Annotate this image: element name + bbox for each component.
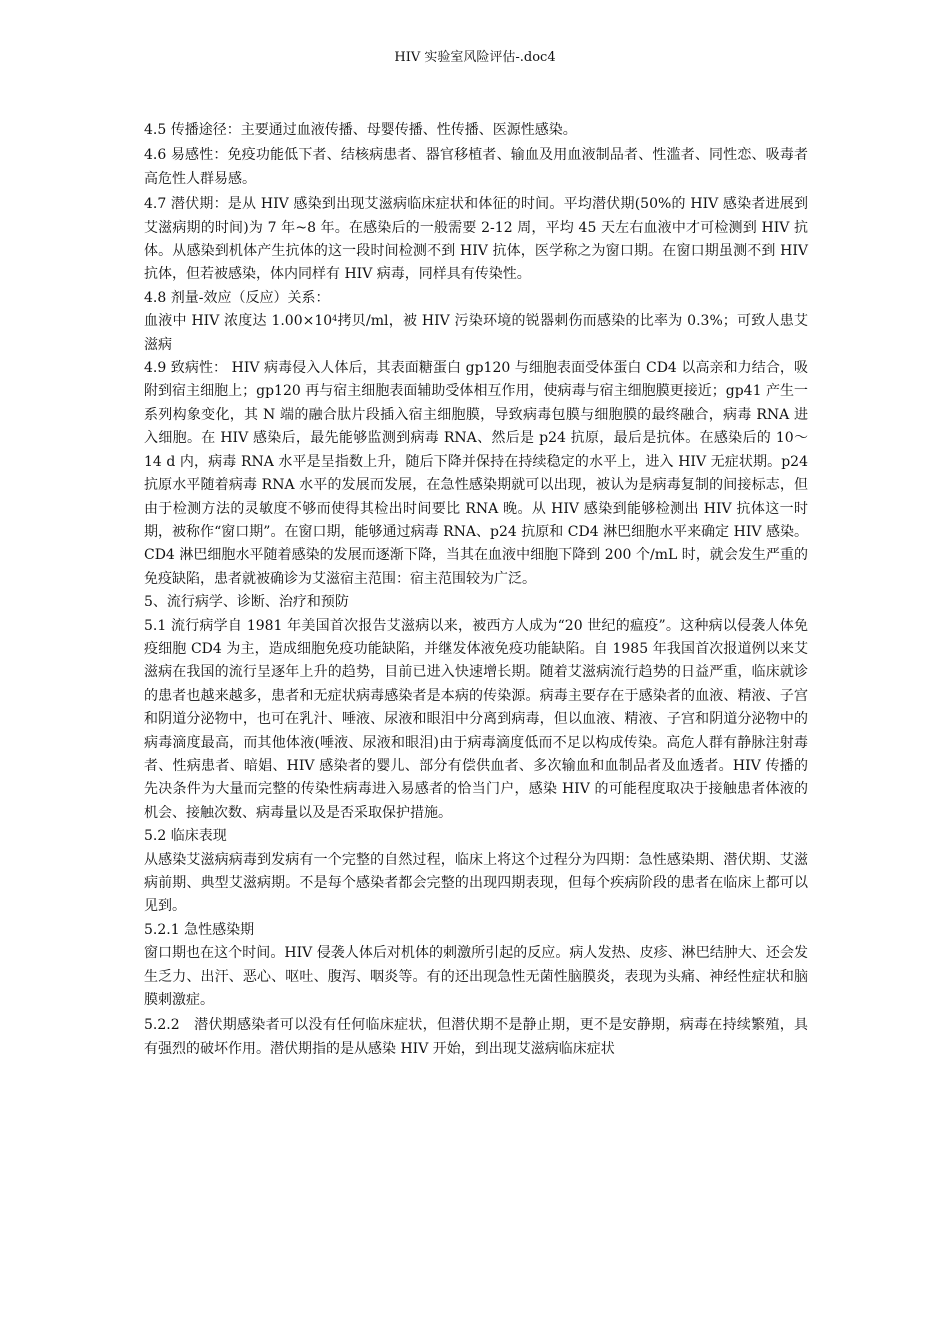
dose-text-before: 血液中 HIV 浓度达 1.00×10 [144,313,333,330]
paragraph-dose-detail [144,310,808,357]
paragraph-epidemiology: 5.1 流行病学自 1981 年美国首次报告艾滋病以来，被西方人成为“20 世纪的瘟疫”。这种病以侵袭人体免疫细胞 CD4 为主，造成细胞免疫功能缺陷，并继发体液免疫功能缺陷。自 1985 年我国首次报道例以来艾滋病在我国的流行呈逐年上升的趋势，目前已进入快速增长期。随着艾滋病流行趋势的日益严重，临床就诊的患者也越来越多，患者和无症状病毒感染者是本病的传染源。病毒主要存在于感染者的血液、精液、子宫和阴道分泌物中，也可在乳汁、唾液、尿液和眼泪中分离到病毒，但以血液、精液、子宫和阴道分泌物中的病毒滴度最高，而其他体液(唾液、尿液和眼泪)由于病毒滴度低而不足以构成传染。高危人群有静脉注射毒者、性病患者、暗娼、HIV 感染者的婴儿、部分有偿供血者、多次输血和血制品者及血透者。HIV 传播的先决条件为大量而完整的传染性病毒进入易感者的恰当门户，感染 HIV 的可能程度取决于接触患者体液的机会、接触次数、病毒量以及是否采取保护措施。 [144,617,808,821]
document-body [144,119,808,1061]
section-heading-5-2: 5.2 临床表现 [144,828,227,845]
section-heading-5-2-1: 5.2.1 急性感染期 [144,921,255,938]
paragraph-incubation: 4.7 潜伏期：是从 HIV 感染到出现艾滋病临床症状和体征的时间。平均潜伏期(50%的 HIV 感染者进展到艾滋病期的时间)为 7 年~8 年。在感染后的一般需要 2-12 周，平均 45 天左右血液中才可检测到 HIV 抗体。从感染到机体产生抗体的这一段时间检测不到 HIV 抗体，医学称之为窗口期。在窗口期虽测不到 HIV 抗体，但若被感染，体内同样有 HIV 病毒，同样具有传染性。 [144,196,808,283]
dose-exponent: 4 [332,314,338,324]
paragraph-dose-heading: 4.8 剂量-效应（反应）关系： [144,289,330,306]
section-heading-5: 5、流行病学、诊断、治疗和预防 [144,594,349,611]
document-header: HIV 实验室风险评估-.doc4 [394,50,556,65]
paragraph-latent: 5.2.2 潜伏期感染者可以没有任何临床症状，但潜伏期不是静止期，更不是安静期，病毒在持续繁殖，具有强烈的破坏作用。潜伏期指的是从感染 HIV 开始，到出现艾滋病临床症状 [144,1017,808,1057]
paragraph-susceptibility: 4.6 易感性：免疫功能低下者、结核病患者、器官移植者、输血及用血液制品者、性滥者、同性恋、吸毒者高危性人群易感。 [144,147,808,187]
paragraph-pathogenicity: 4.9 致病性： HIV 病毒侵入人体后，其表面糖蛋白 gp120 与细胞表面受体蛋白 CD4 以高亲和力结合，吸附到宿主细胞上；gp120 再与宿主细胞表面辅助受体相互作用，使病毒与宿主细胞膜更接近；gp41 产生一系列构象变化，其 N 端的融合肽片段插入宿主细胞膜，导致病毒包膜与细胞膜的最终融合，病毒 RNA 进入细胞。在 HIV 感染后，最先能够监测到病毒 RNA、然后是 p24 抗原，最后是抗体。在感染后的 10～14 d 内，病毒 RNA 水平是呈指数上升，随后下降并保持在持续稳定的水平上，进入 HIV 无症状期。p24 抗原水平随着病毒 RNA 水平的发展而发展，在急性感染期就可以出现，被认为是病毒复制的间接标志，但由于检测方法的灵敏度不够而使得其检出时间要比 RNA 晚。从 HIV 感染到能够检测出 HIV 抗体这一时期，被称作“窗口期”。在窗口期，能够通过病毒 RNA、p24 抗原和 CD4 淋巴细胞水平来确定 HIV 感染。CD4 淋巴细胞水平随着感染的发展而逐渐下降，当其在血液中细胞下降到 200 个/mL 时，就会发生严重的免疫缺陷，患者就被确诊为艾滋宿主范围：宿主范围较为广泛。 [144,360,808,587]
paragraph-acute: 窗口期也在这个时间。HIV 侵袭人体后对机体的刺激所引起的反应。病人发热、皮疹、淋巴结肿大、还会发生乏力、出汗、恶心、呕吐、腹泻、咽炎等。有的还出现急性无菌性脑膜炎，表现为头痛、神经性症状和脑膜刺激症。 [144,945,808,1009]
paragraph-clinical: 从感染艾滋病病毒到发病有一个完整的自然过程，临床上将这个过程分为四期：急性感染期、潜伏期、艾滋病前期、典型艾滋病期。不是每个感染者都会完整的出现四期表现，但每个疾病阶段的患者在临床上都可以见到。 [144,851,808,915]
dose-text-after: 拷贝/ml，被 HIV 污染环境的锐器刺伤而感染的比率为 0.3%；可致人患艾滋病 [144,313,808,353]
paragraph-transmission: 4.5 传播途径：主要通过血液传播、母婴传播、性传播、医源性感染。 [144,122,577,138]
